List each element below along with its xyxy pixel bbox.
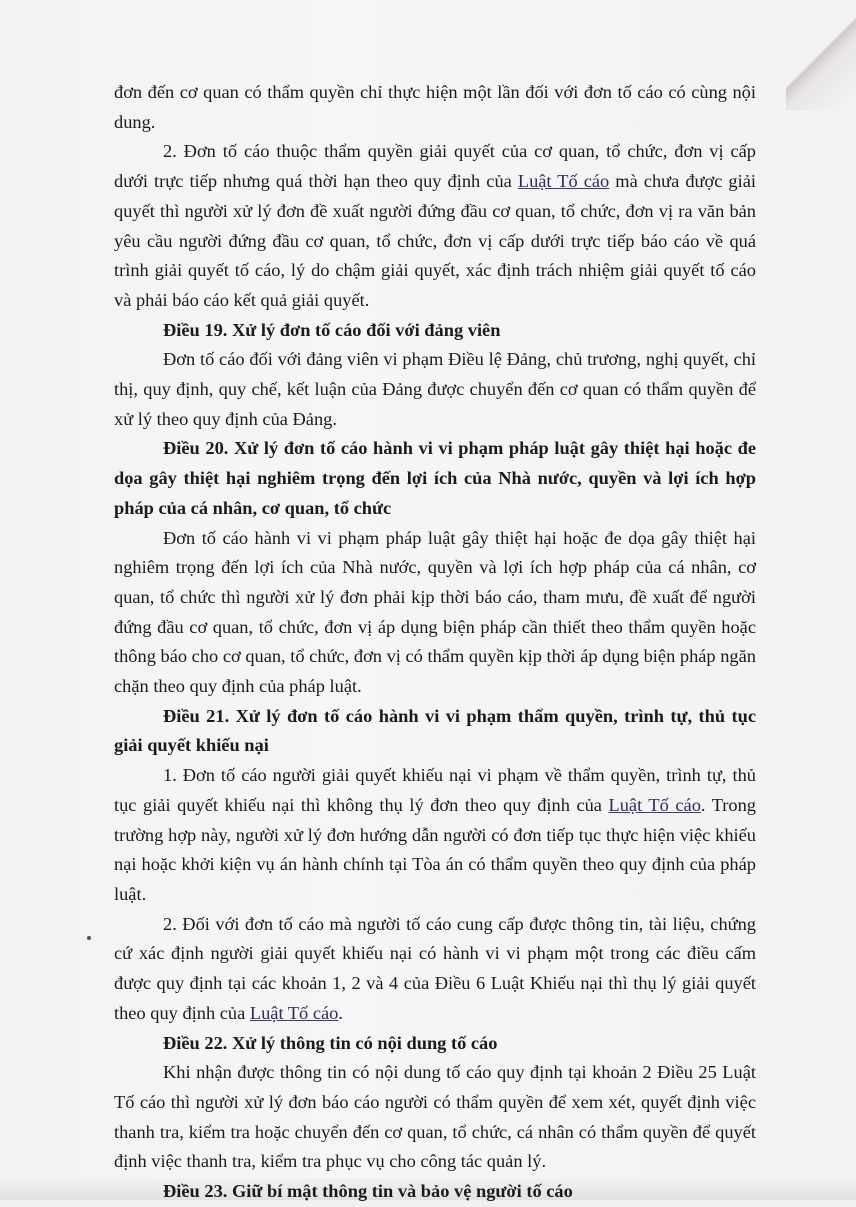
document-body bbox=[114, 78, 756, 1207]
article-21-clause-2: 2. Đối với đơn tố cáo mà người tố cáo cung cấp được thông tin, tài liệu, chứng cứ xác định người giải quyết khiếu nại có hành vi vi phạm một trong các điều cấm được quy định tại các khoản 1, 2 và 4 của Điều 6 Luật Khiếu nại thì thụ lý giải quyết theo quy định của Luật Tố cáo. bbox=[114, 913, 756, 1023]
article-19-heading: Điều 19. Xử lý đơn tố cáo đối với đảng viên bbox=[163, 319, 501, 340]
scan-speck bbox=[87, 936, 91, 940]
article-21-clause-1: 1. Đơn tố cáo người giải quyết khiếu nại vi phạm về thẩm quyền, trình tự, thủ tục giải quyết khiếu nại thì không thụ lý đơn theo quy định của Luật Tố cáo. Trong trường hợp này, người xử lý đơn hướng dẫn người có đơn tiếp tục thực hiện việc khiếu nại hoặc khởi kiện vụ án hành chính tại Tòa án có thẩm quyền theo quy định của pháp luật. bbox=[114, 765, 756, 904]
article-22-body: Khi nhận được thông tin có nội dung tố cáo quy định tại khoản 2 Điều 25 Luật Tố cáo thì người xử lý đơn báo cáo người có thẩm quyền để xem xét, quyết định việc thanh tra, kiểm tra hoặc chuyển đến cơ quan, tổ chức, cá nhân có thẩm quyền để quyết định việc thanh tra, kiểm tra phục vụ cho công tác quản lý. bbox=[114, 1062, 756, 1172]
law-link[interactable]: Luật Tố cáo bbox=[517, 171, 610, 192]
article-20-heading: Điều 20. Xử lý đơn tố cáo hành vi vi phạm pháp luật gây thiệt hại hoặc đe dọa gây thiệt hại nghiêm trọng đến lợi ích của Nhà nước, quyền và lợi ích hợp pháp của cá nhân, cơ quan, tổ chức bbox=[114, 438, 756, 518]
page-corner-fold bbox=[786, 0, 856, 110]
article-23-heading: Điều 23. Giữ bí mật thông tin và bảo vệ người tố cáo bbox=[163, 1181, 573, 1202]
article-20-body: Đơn tố cáo hành vi vi phạm pháp luật gây thiệt hại hoặc đe dọa gây thiệt hại nghiêm trọng đến lợi ích của Nhà nước, quyền và lợi ích hợp pháp của cá nhân, cơ quan, tổ chức thì người xử lý đơn phải kịp thời báo cáo, tham mưu, đề xuất để người đứng đầu cơ quan, tổ chức, đơn vị áp dụng biện pháp cần thiết theo thẩm quyền hoặc thông báo cho cơ quan, tổ chức, đơn vị có thẩm quyền kịp thời áp dụng biện pháp ngăn chặn theo quy định của pháp luật. bbox=[114, 527, 756, 697]
law-link[interactable]: Luật Tố cáo bbox=[249, 1002, 339, 1023]
article-22-heading: Điều 22. Xử lý thông tin có nội dung tố cáo bbox=[163, 1032, 498, 1053]
paragraph-18-2: 2. Đơn tố cáo thuộc thẩm quyền giải quyết của cơ quan, tổ chức, đơn vị cấp dưới trực tiếp nhưng quá thời hạn theo quy định của Luật Tố cáo mà chưa được giải quyết thì người xử lý đơn đề xuất người đứng đầu cơ quan, tổ chức, đơn vị ra văn bản yêu cầu người đứng đầu cơ quan, tổ chức, đơn vị cấp dưới trực tiếp báo cáo về quá trình giải quyết tố cáo, lý do chậm giải quyết, xác định trách nhiệm giải quyết tố cáo và phải báo cáo kết quả giải quyết. bbox=[114, 141, 756, 310]
paragraph-continued: đơn đến cơ quan có thẩm quyền chỉ thực hiện một lần đối với đơn tố cáo có cùng nội dung. bbox=[114, 82, 756, 132]
law-link[interactable]: Luật Tố cáo bbox=[608, 794, 701, 815]
article-21-heading: Điều 21. Xử lý đơn tố cáo hành vi vi phạm thẩm quyền, trình tự, thủ tục giải quyết khiếu nại bbox=[114, 705, 756, 756]
article-19-body: Đơn tố cáo đối với đảng viên vi phạm Điều lệ Đảng, chủ trương, nghị quyết, chỉ thị, quy định, quy chế, kết luận của Đảng được chuyển đến cơ quan có thẩm quyền để xử lý theo quy định của Đảng. bbox=[114, 349, 756, 429]
